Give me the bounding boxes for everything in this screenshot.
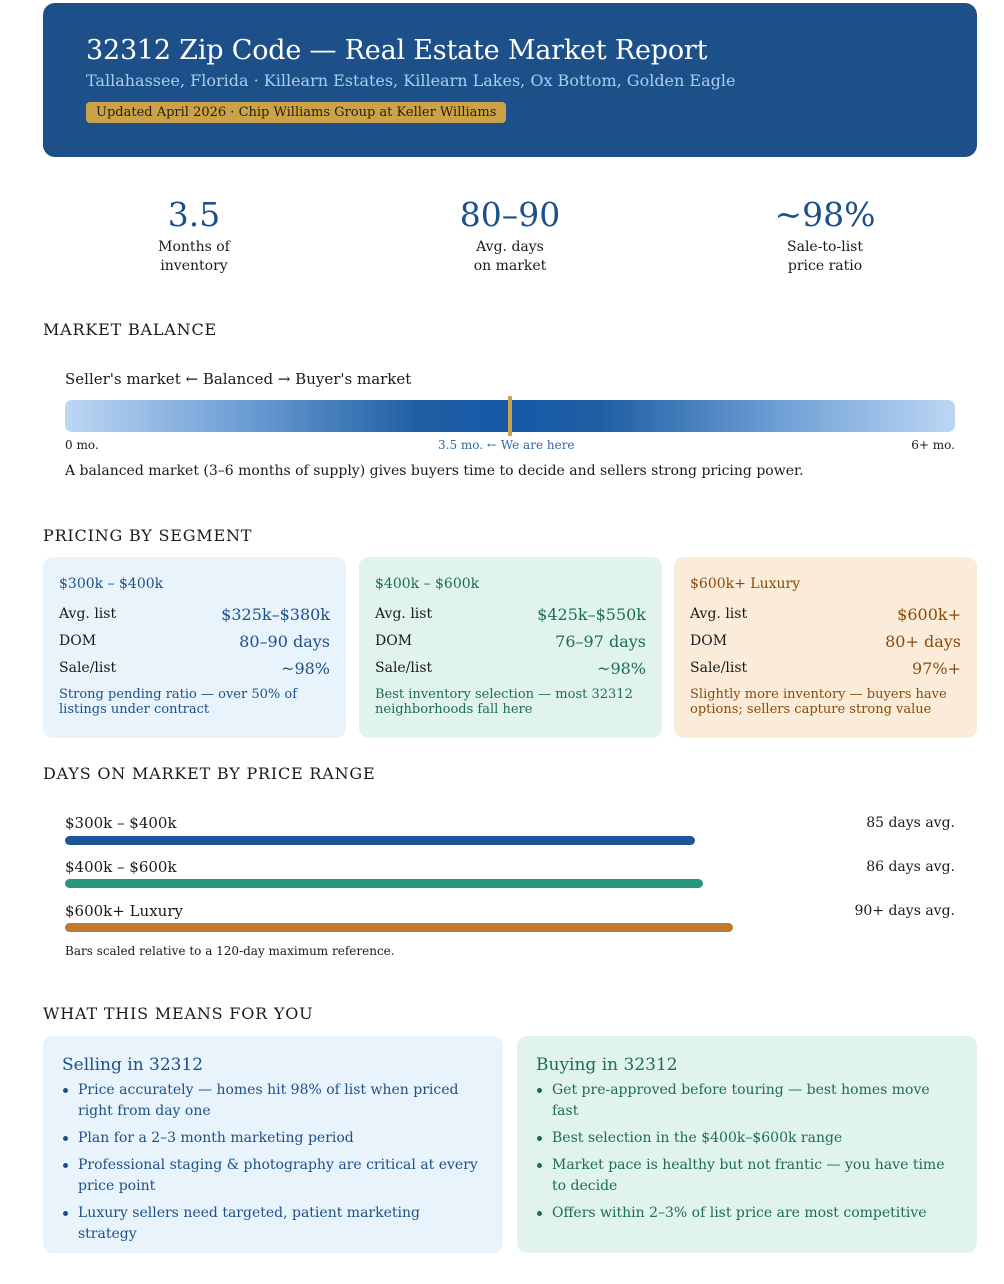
row-label: DOM <box>59 633 97 649</box>
list-item: Market pace is healthy but not frantic — you have time to decide <box>536 1155 957 1197</box>
row-value: ~98% <box>281 659 330 678</box>
stat-label-line2: on market <box>473 258 547 274</box>
segment-note: Best inventory selection — most 32312 neighborhoods fall here <box>375 687 633 717</box>
segment-title: $600k+ Luxury <box>690 576 801 592</box>
list-item: Best selection in the $400k–$600k range <box>536 1128 957 1149</box>
dom-row-value: 90+ days avg. <box>854 903 955 919</box>
selling-card <box>43 1036 503 1253</box>
balance-marker <box>508 396 512 436</box>
row-value: 76–97 days <box>555 632 646 651</box>
row-value: $425k–$550k <box>537 605 646 624</box>
dom-bar-luxury <box>65 923 733 932</box>
segment-row-dom <box>690 628 961 655</box>
dom-row-value: 86 days avg. <box>866 859 955 875</box>
row-label: Avg. list <box>59 606 117 622</box>
dom-row-value: 85 days avg. <box>866 815 955 831</box>
dom-row-label: $600k+ Luxury <box>65 902 183 920</box>
page-subtitle: Tallahassee, Florida · Killearn Estates, Killearn Lakes, Ox Bottom, Golden Eagle <box>86 71 736 90</box>
segment-row-list <box>690 601 961 628</box>
buying-title: Buying in 32312 <box>536 1055 678 1075</box>
page-title: 32312 Zip Code — Real Estate Market Report <box>86 35 708 66</box>
segment-row-ratio <box>59 655 330 682</box>
segment-card-400-600 <box>359 557 662 738</box>
segment-title: $400k – $600k <box>375 576 480 592</box>
stat-value: 3.5 <box>167 195 221 234</box>
market-balance-heading: MARKET BALANCE <box>43 320 217 339</box>
stat-days-on-market <box>410 192 610 276</box>
row-label: Sale/list <box>375 660 433 676</box>
stat-value: ~98% <box>774 195 876 234</box>
segment-row-ratio <box>375 655 646 682</box>
stat-months-inventory <box>94 192 294 276</box>
row-label: DOM <box>375 633 413 649</box>
dom-bar-track <box>65 923 955 932</box>
key-stats <box>43 192 977 282</box>
stat-label-line2: price ratio <box>787 258 863 274</box>
row-value: 80+ days <box>885 632 961 651</box>
row-value: $325k–$380k <box>221 605 330 624</box>
row-label: Avg. list <box>375 606 433 622</box>
scale-min-label: 0 mo. <box>65 438 99 452</box>
buying-card <box>517 1036 977 1253</box>
row-label: Sale/list <box>690 660 748 676</box>
balance-legend: Seller's market ← Balanced → Buyer's market <box>65 370 412 388</box>
stat-label-line2: inventory <box>160 258 228 274</box>
segment-row-list <box>375 601 646 628</box>
dom-row-label: $300k – $400k <box>65 814 177 832</box>
stat-sale-to-list <box>725 192 925 276</box>
balance-note: A balanced market (3–6 months of supply) gives buyers time to decide and sellers strong pricing power. <box>65 463 804 479</box>
segment-note: Strong pending ratio — over 50% of listings under contract <box>59 687 298 717</box>
list-item: Professional staging & photography are critical at every price point <box>62 1155 483 1197</box>
stat-label-line1: Sale-to-list <box>787 239 863 255</box>
dom-footnote: Bars scaled relative to a 120-day maximum reference. <box>65 944 395 958</box>
selling-title: Selling in 32312 <box>62 1055 204 1075</box>
row-value: 97%+ <box>912 659 961 678</box>
segment-title: $300k – $400k <box>59 576 164 592</box>
report-header <box>43 3 977 157</box>
list-item: Offers within 2–3% of list price are most competitive <box>536 1203 957 1224</box>
pricing-heading: PRICING BY SEGMENT <box>43 526 253 545</box>
row-value: $600k+ <box>897 605 961 624</box>
dom-row-label: $400k – $600k <box>65 858 177 876</box>
segment-row-dom <box>375 628 646 655</box>
stat-label-line1: Months of <box>158 239 230 255</box>
row-value: ~98% <box>597 659 646 678</box>
segment-note: Slightly more inventory — buyers have options; sellers capture strong value <box>690 687 947 717</box>
segment-row-list <box>59 601 330 628</box>
dom-bar-track <box>65 836 955 845</box>
segment-card-300-400 <box>43 557 346 738</box>
scale-max-label: 6+ mo. <box>911 438 955 452</box>
segment-row-ratio <box>690 655 961 682</box>
row-value: 80–90 days <box>239 632 330 651</box>
current-position-label: 3.5 mo. ← We are here <box>438 438 575 452</box>
row-label: Sale/list <box>59 660 117 676</box>
list-item: Luxury sellers need targeted, patient marketing strategy <box>62 1203 483 1245</box>
updated-badge: Updated April 2026 · Chip Williams Group at Keller Williams <box>86 102 506 123</box>
selling-list <box>62 1080 483 1245</box>
buying-list <box>536 1080 957 1224</box>
dom-bar-track <box>65 879 955 888</box>
segment-card-luxury <box>674 557 977 738</box>
dom-bar-300-400 <box>65 836 695 845</box>
stat-value: 80–90 <box>459 195 561 234</box>
list-item: Get pre-approved before touring — best homes move fast <box>536 1080 957 1122</box>
row-label: DOM <box>690 633 728 649</box>
dom-heading: DAYS ON MARKET BY PRICE RANGE <box>43 764 376 783</box>
segment-row-dom <box>59 628 330 655</box>
means-heading: WHAT THIS MEANS FOR YOU <box>43 1004 314 1023</box>
dom-bar-400-600 <box>65 879 703 888</box>
stat-label-line1: Avg. days <box>476 239 544 255</box>
list-item: Plan for a 2–3 month marketing period <box>62 1128 483 1149</box>
list-item: Price accurately — homes hit 98% of list when priced right from day one <box>62 1080 483 1122</box>
row-label: Avg. list <box>690 606 748 622</box>
